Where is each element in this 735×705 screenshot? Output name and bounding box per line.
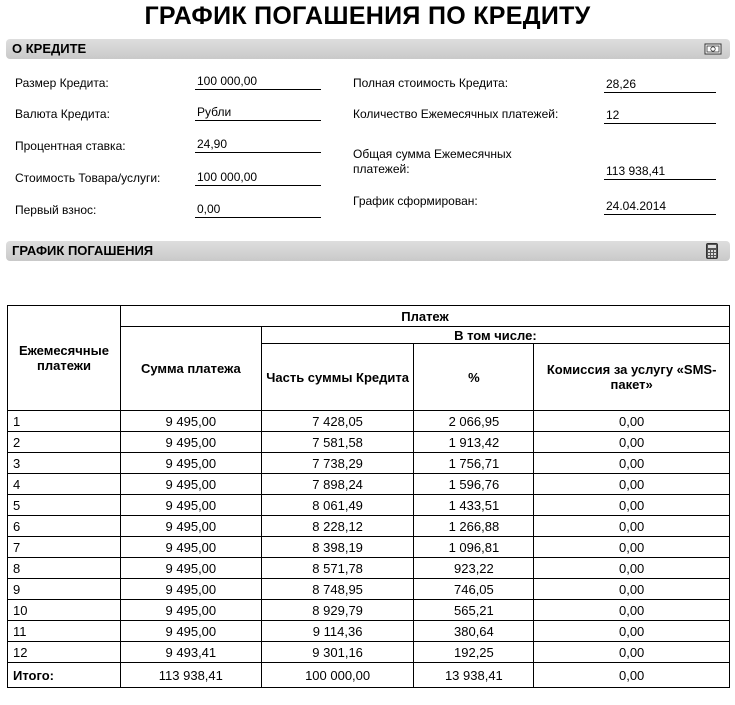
sms-fee-header: Комиссия за услугу «SMS-пакет» [534, 344, 730, 411]
total-row [8, 663, 730, 688]
row-percent: 565,21 [414, 600, 534, 621]
table-row [8, 516, 730, 537]
calculator-icon [704, 243, 720, 259]
down-payment-label: Первый взнос: [15, 203, 97, 217]
table-row [8, 642, 730, 663]
about-section-header [6, 39, 730, 59]
row-sum: 9 495,00 [120, 621, 261, 642]
row-principal: 7 738,29 [261, 453, 414, 474]
row-sum: 9 495,00 [120, 579, 261, 600]
schedule-section-header [6, 241, 730, 261]
row-sum: 9 495,00 [120, 516, 261, 537]
interest-rate-value: 24,90 [195, 137, 321, 153]
principal-header: Часть суммы Кредита [261, 344, 414, 411]
row-percent: 923,22 [414, 558, 534, 579]
percent-header: % [414, 344, 534, 411]
row-percent: 1 433,51 [414, 495, 534, 516]
row-principal: 9 114,36 [261, 621, 414, 642]
row-sms: 0,00 [534, 621, 730, 642]
total-sms: 0,00 [534, 663, 730, 688]
row-principal: 8 061,49 [261, 495, 414, 516]
total-sum: 113 938,41 [120, 663, 261, 688]
money-icon [704, 41, 720, 57]
row-principal: 7 428,05 [261, 411, 414, 432]
row-principal: 8 929,79 [261, 600, 414, 621]
row-sms: 0,00 [534, 558, 730, 579]
row-principal: 8 571,78 [261, 558, 414, 579]
table-row [8, 453, 730, 474]
row-percent: 1 096,81 [414, 537, 534, 558]
row-number: 12 [8, 642, 121, 663]
row-sms: 0,00 [534, 600, 730, 621]
payment-header: Платеж [120, 306, 729, 327]
payments-count-value: 12 [604, 108, 716, 124]
full-cost-label: Полная стоимость Кредита: [353, 76, 509, 90]
table-row [8, 558, 730, 579]
row-number: 6 [8, 516, 121, 537]
table-row [8, 579, 730, 600]
page-title: ГРАФИК ПОГАШЕНИЯ ПО КРЕДИТУ [144, 2, 591, 30]
row-sum: 9 493,41 [120, 642, 261, 663]
row-sms: 0,00 [534, 537, 730, 558]
row-percent: 1 913,42 [414, 432, 534, 453]
row-sms: 0,00 [534, 453, 730, 474]
row-sms: 0,00 [534, 411, 730, 432]
total-label: Итого: [8, 663, 121, 688]
row-sms: 0,00 [534, 474, 730, 495]
payments-count-label: Количество Ежемесячных платежей: [353, 107, 559, 121]
row-sum: 9 495,00 [120, 453, 261, 474]
table-row [8, 432, 730, 453]
row-number: 9 [8, 579, 121, 600]
table-row [8, 537, 730, 558]
loan-currency-label: Валюта Кредита: [15, 107, 110, 121]
row-number: 10 [8, 600, 121, 621]
row-number: 1 [8, 411, 121, 432]
payment-sum-header: Сумма платежа [120, 327, 261, 411]
total-percent: 13 938,41 [414, 663, 534, 688]
loan-amount-value: 100 000,00 [195, 74, 321, 90]
row-percent: 1 756,71 [414, 453, 534, 474]
schedule-date-value: 24.04.2014 [604, 199, 716, 215]
table-row [8, 495, 730, 516]
row-percent: 192,25 [414, 642, 534, 663]
about-section-title: О КРЕДИТЕ [12, 41, 87, 56]
monthly-payments-header: Ежемесячные платежи [8, 306, 121, 411]
total-payments-value: 113 938,41 [604, 164, 716, 180]
down-payment-value: 0,00 [195, 202, 321, 218]
row-sms: 0,00 [534, 642, 730, 663]
table-row [8, 621, 730, 642]
including-header: В том числе: [261, 327, 729, 344]
row-percent: 2 066,95 [414, 411, 534, 432]
row-sum: 9 495,00 [120, 474, 261, 495]
row-number: 7 [8, 537, 121, 558]
row-number: 4 [8, 474, 121, 495]
row-percent: 1 266,88 [414, 516, 534, 537]
row-principal: 8 748,95 [261, 579, 414, 600]
row-percent: 1 596,76 [414, 474, 534, 495]
goods-cost-label: Стоимость Товара/услуги: [15, 171, 161, 185]
row-sum: 9 495,00 [120, 432, 261, 453]
row-sms: 0,00 [534, 495, 730, 516]
loan-currency-value: Рубли [195, 105, 321, 121]
row-sum: 9 495,00 [120, 600, 261, 621]
row-sms: 0,00 [534, 579, 730, 600]
full-cost-value: 28,26 [604, 77, 716, 93]
row-sum: 9 495,00 [120, 495, 261, 516]
row-principal: 8 228,12 [261, 516, 414, 537]
row-number: 2 [8, 432, 121, 453]
table-row [8, 411, 730, 432]
interest-rate-label: Процентная ставка: [15, 139, 126, 153]
loan-amount-label: Размер Кредита: [15, 76, 109, 90]
row-principal: 7 898,24 [261, 474, 414, 495]
table-row [8, 474, 730, 495]
row-principal: 7 581,58 [261, 432, 414, 453]
row-sms: 0,00 [534, 432, 730, 453]
row-number: 3 [8, 453, 121, 474]
schedule-date-label: График сформирован: [353, 194, 478, 208]
row-percent: 380,64 [414, 621, 534, 642]
goods-cost-value: 100 000,00 [195, 170, 321, 186]
schedule-section-title: ГРАФИК ПОГАШЕНИЯ [12, 243, 154, 258]
row-principal: 9 301,16 [261, 642, 414, 663]
row-number: 8 [8, 558, 121, 579]
total-principal: 100 000,00 [261, 663, 414, 688]
table-row [8, 600, 730, 621]
row-percent: 746,05 [414, 579, 534, 600]
row-number: 11 [8, 621, 121, 642]
total-payments-label: Общая сумма Ежемесячных платежей: [353, 147, 512, 176]
row-sum: 9 495,00 [120, 411, 261, 432]
row-number: 5 [8, 495, 121, 516]
row-sms: 0,00 [534, 516, 730, 537]
row-sum: 9 495,00 [120, 537, 261, 558]
row-principal: 8 398,19 [261, 537, 414, 558]
repayment-schedule-table [7, 305, 730, 688]
row-sum: 9 495,00 [120, 558, 261, 579]
